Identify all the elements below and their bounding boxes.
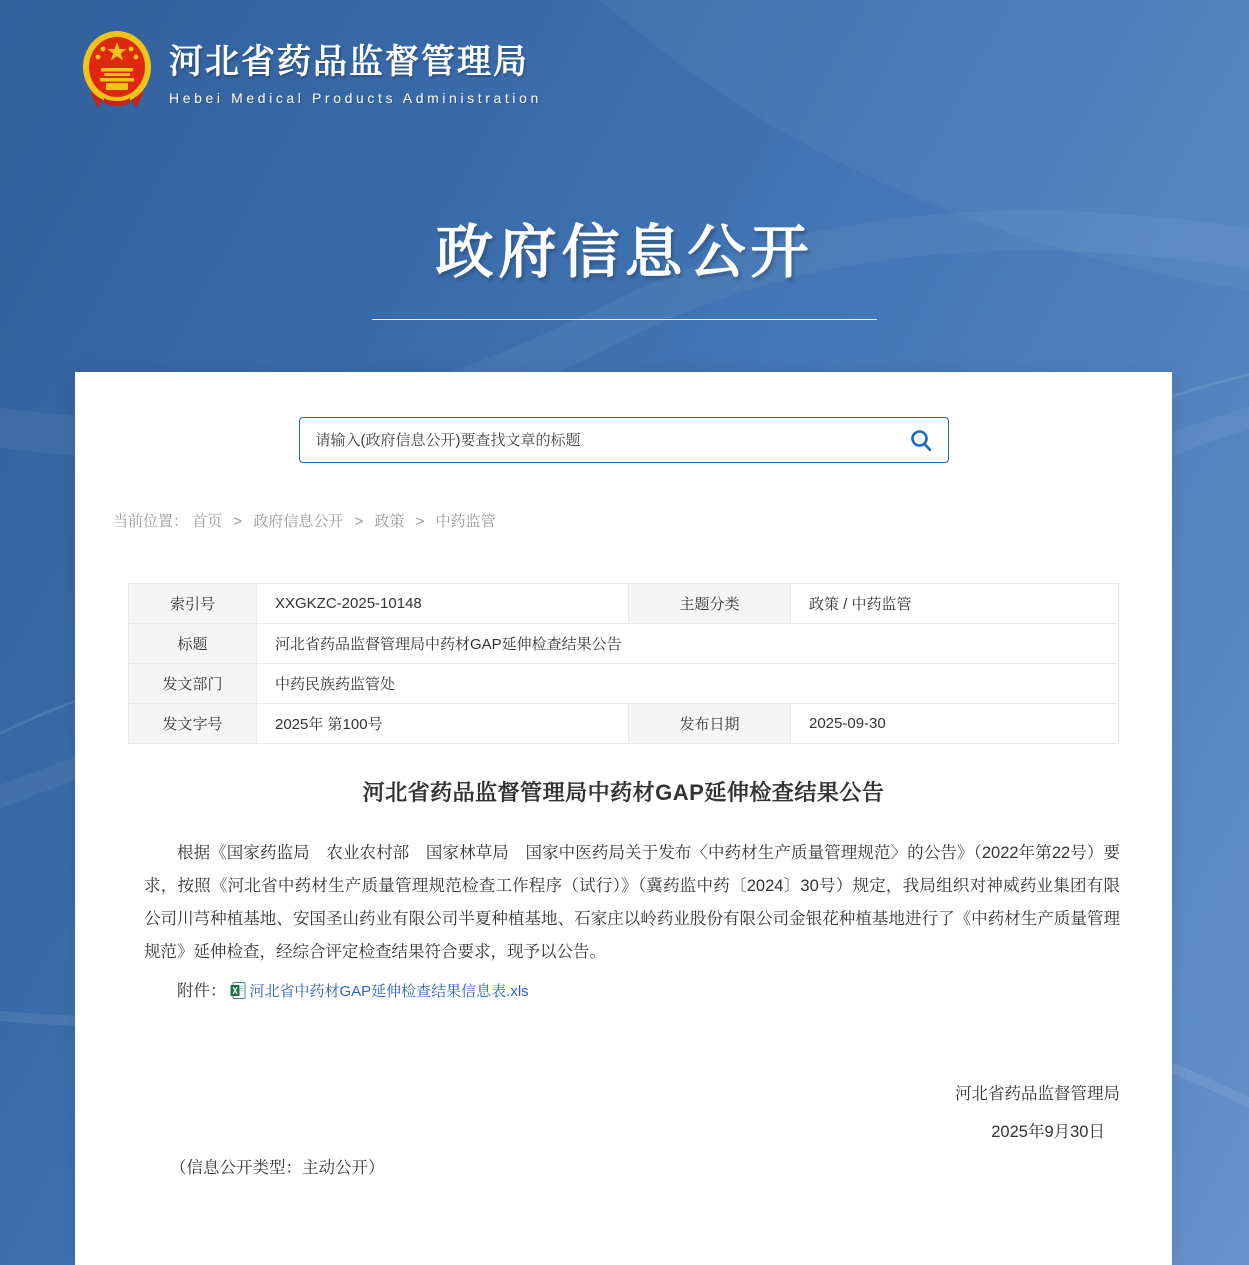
title-value: 河北省药品监督管理局中药材GAP延伸检查结果公告 bbox=[257, 624, 1119, 664]
breadcrumb-item-policy[interactable]: 政策 bbox=[374, 513, 405, 530]
pub-date-value: 2025-09-30 bbox=[791, 704, 1119, 744]
national-emblem-logo bbox=[80, 30, 154, 110]
excel-file-icon bbox=[230, 982, 246, 999]
breadcrumb-separator: > bbox=[415, 513, 425, 530]
index-value: XXGKZC-2025-10148 bbox=[257, 584, 629, 624]
meta-row-docno bbox=[129, 704, 1119, 744]
org-name-cn: 河北省药品监督管理局 bbox=[169, 43, 529, 81]
meta-table bbox=[128, 583, 1119, 744]
banner bbox=[0, 205, 1249, 320]
category-value: 政策 / 中药监管 bbox=[791, 584, 1119, 624]
title-label: 标题 bbox=[129, 624, 257, 664]
attachment-row bbox=[144, 975, 1120, 1008]
site-header bbox=[80, 30, 542, 110]
content-card bbox=[75, 372, 1172, 1265]
dept-value: 中药民族药监管处 bbox=[257, 664, 1119, 704]
signature-block bbox=[75, 1080, 1172, 1142]
doc-no-value: 2025年 第100号 bbox=[257, 704, 629, 744]
article-title: 河北省药品监督管理局中药材GAP延伸检查结果公告 bbox=[362, 780, 885, 805]
org-names bbox=[169, 34, 542, 106]
search-input[interactable] bbox=[300, 418, 894, 462]
breadcrumb-item-home[interactable]: 首页 bbox=[192, 513, 223, 530]
search-row bbox=[75, 372, 1172, 463]
banner-underline bbox=[372, 319, 877, 320]
pub-date-label: 发布日期 bbox=[629, 704, 791, 744]
article-body: 根据《国家药监局 农业农村部 国家林草局 国家中医药局关于发布〈中药材生产质量管理规范〉的公告》（2022年第22号）要求，按照《河北省中药材生产质量管理规范检查工作程序（试行）》（冀药监中药〔2024〕30号）规定，我局组织对神威药业集团有限公司川芎种植基地、安国圣山药业有限公司半夏种植基地、石家庄以岭药业股份有限公司金银花种植基地进行了《中药材生产质量管理规范》延伸检查，经综合评定检查结果符合要求，现予以公告。 bbox=[144, 844, 1120, 961]
page-title: 政府信息公开 bbox=[435, 220, 814, 285]
signature-org: 河北省药品监督管理局 bbox=[955, 1085, 1120, 1103]
breadcrumb-item-gov-info[interactable]: 政府信息公开 bbox=[253, 513, 344, 530]
breadcrumb-separator: > bbox=[354, 513, 364, 530]
attachment-link[interactable]: 河北省中药材GAP延伸检查结果信息表.xls bbox=[249, 983, 529, 1000]
breadcrumb-separator: > bbox=[233, 513, 243, 530]
doc-no-label: 发文字号 bbox=[129, 704, 257, 744]
attachment-label: 附件： bbox=[177, 982, 227, 1000]
search-box bbox=[299, 417, 949, 463]
index-label: 索引号 bbox=[129, 584, 257, 624]
meta-row-title bbox=[129, 624, 1119, 664]
breadcrumb-label: 当前位置： bbox=[113, 513, 189, 530]
breadcrumb bbox=[113, 510, 1172, 531]
disclosure-type: （信息公开类型：主动公开） bbox=[170, 1159, 385, 1177]
org-name-en: Hebei Medical Products Administration bbox=[169, 90, 542, 106]
meta-row-dept bbox=[129, 664, 1119, 704]
search-button[interactable] bbox=[894, 418, 948, 462]
signature-date: 2025年9月30日 bbox=[991, 1123, 1105, 1141]
dept-label: 发文部门 bbox=[129, 664, 257, 704]
breadcrumb-item-tcm-regulation[interactable]: 中药监管 bbox=[435, 513, 496, 530]
meta-row-index bbox=[129, 584, 1119, 624]
category-label: 主题分类 bbox=[629, 584, 791, 624]
search-icon bbox=[909, 428, 933, 452]
